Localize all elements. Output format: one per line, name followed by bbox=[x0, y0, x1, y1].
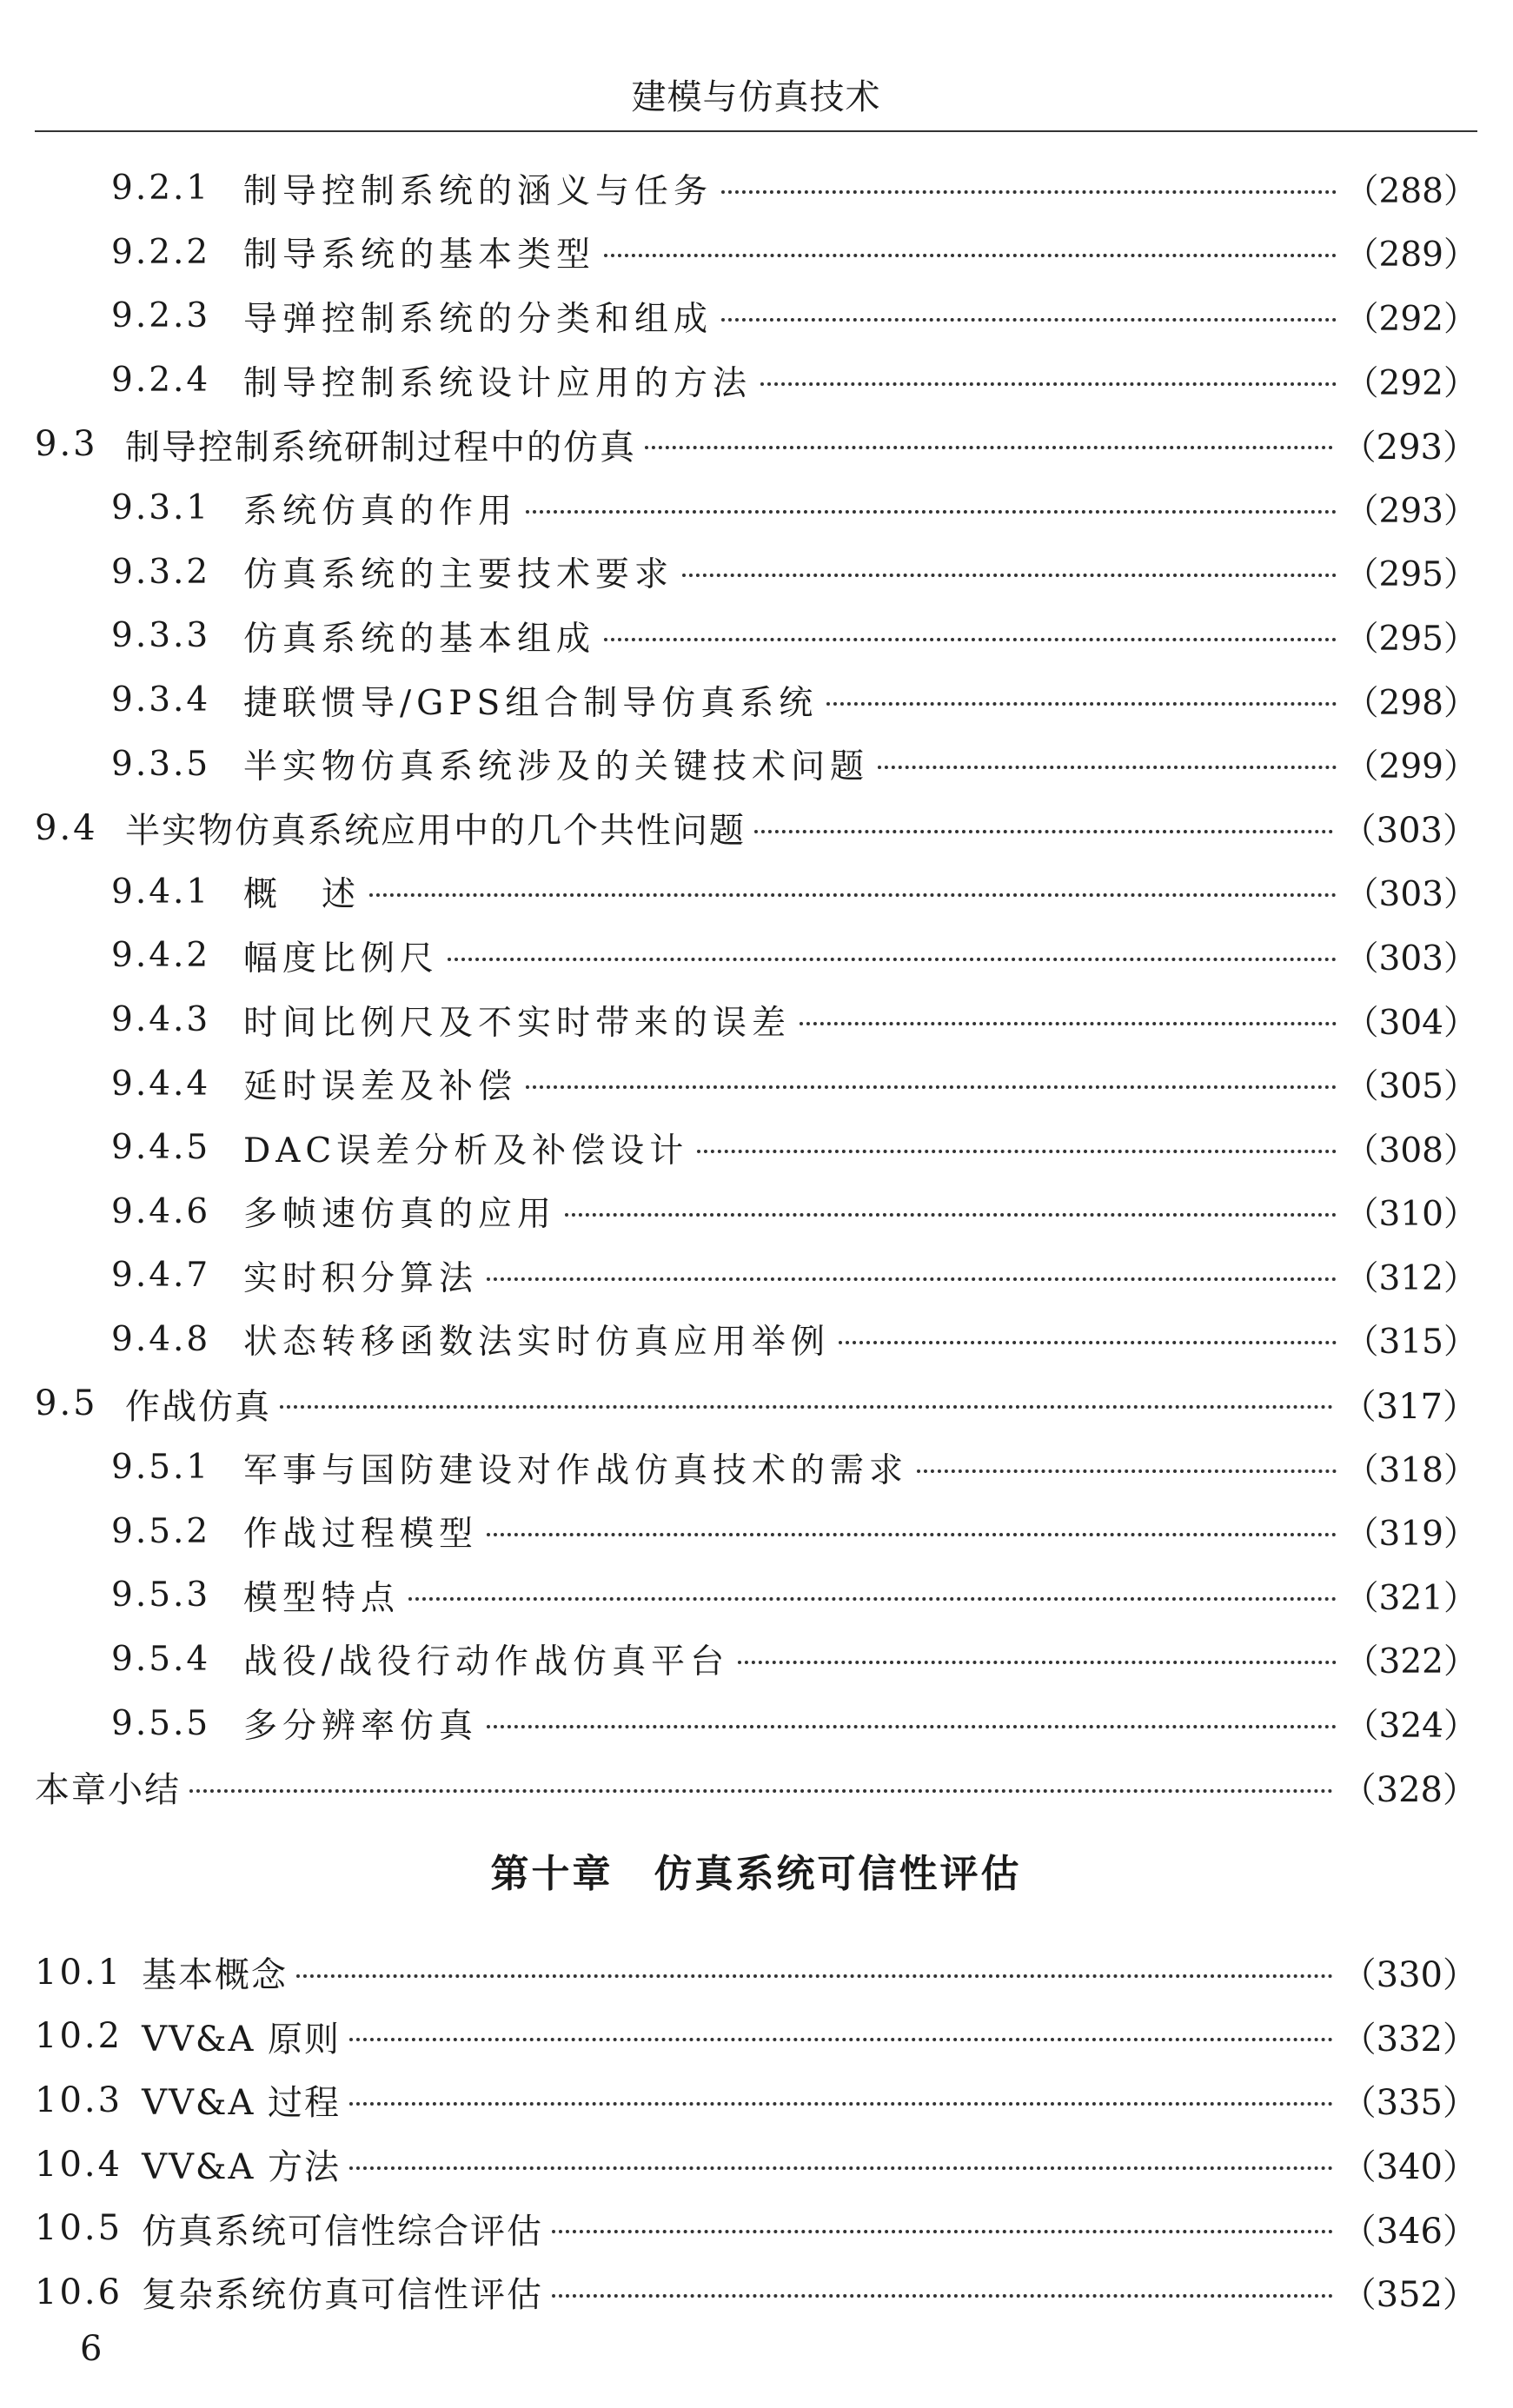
toc-entry[interactable] bbox=[35, 1563, 1477, 1628]
dot-leader bbox=[738, 1661, 1336, 1664]
section-title: 半实物仿真系统涉及的关键技术问题 bbox=[243, 747, 870, 787]
toc-entry[interactable] bbox=[35, 1051, 1477, 1116]
toc-entry[interactable] bbox=[35, 1436, 1477, 1500]
dot-leader bbox=[296, 1974, 1333, 1978]
section-number: 10.5 bbox=[35, 2208, 123, 2249]
toc-entry[interactable] bbox=[35, 2260, 1477, 2325]
section-number: 9.3.1 bbox=[111, 488, 211, 528]
section-number: 9.5.1 bbox=[111, 1448, 211, 1488]
dot-leader bbox=[826, 702, 1336, 706]
section-title: 军事与国防建设对作战仿真技术的需求 bbox=[243, 1450, 909, 1490]
page-reference: （310） bbox=[1344, 1195, 1477, 1235]
dot-leader bbox=[760, 382, 1337, 386]
section-number: 10.4 bbox=[35, 2144, 123, 2185]
dot-leader bbox=[645, 446, 1333, 449]
page-reference: （292） bbox=[1344, 299, 1477, 339]
dot-leader bbox=[526, 1085, 1337, 1089]
section-title: 作战过程模型 bbox=[243, 1515, 479, 1555]
toc-entry[interactable] bbox=[35, 1371, 1477, 1436]
dot-leader bbox=[697, 1150, 1336, 1153]
section-number: 9.4.8 bbox=[111, 1319, 211, 1359]
dot-leader bbox=[754, 830, 1333, 833]
dot-leader bbox=[604, 638, 1337, 641]
page-reference: （312） bbox=[1344, 1258, 1477, 1298]
page-reference: （322） bbox=[1344, 1642, 1477, 1682]
section-number: 9.2.3 bbox=[111, 296, 211, 336]
section-number: 9.3 bbox=[35, 424, 98, 465]
section-title: 实时积分算法 bbox=[243, 1258, 479, 1298]
toc-entry[interactable] bbox=[35, 1628, 1477, 1692]
section-number: 9.4.2 bbox=[111, 936, 211, 976]
page-reference: （295） bbox=[1344, 619, 1477, 659]
section-title: 捷联惯导/GPS组合制导仿真系统 bbox=[243, 683, 819, 723]
toc-entry[interactable] bbox=[35, 924, 1477, 988]
section-title: VV&A 方法 bbox=[142, 2147, 342, 2188]
section-number: 9.2.4 bbox=[111, 361, 211, 401]
section-title: 制导控制系统设计应用的方法 bbox=[243, 363, 753, 403]
page-reference: （293） bbox=[1344, 491, 1477, 531]
page-reference: （303） bbox=[1344, 939, 1477, 978]
toc-entry[interactable] bbox=[35, 860, 1477, 925]
dot-leader bbox=[552, 2230, 1333, 2233]
page-reference: （298） bbox=[1344, 683, 1477, 723]
section-title: 系统仿真的作用 bbox=[243, 491, 518, 531]
section-number: 9.3.3 bbox=[111, 616, 211, 656]
section-number: 10.3 bbox=[35, 2080, 123, 2120]
section-title: 延时误差及补偿 bbox=[243, 1067, 518, 1107]
dot-leader bbox=[526, 510, 1337, 514]
section-number: 9.4.5 bbox=[111, 1128, 211, 1168]
page-reference: （324） bbox=[1344, 1707, 1477, 1747]
page-reference: （317） bbox=[1341, 1386, 1477, 1427]
page-reference: （318） bbox=[1344, 1450, 1477, 1490]
dot-leader bbox=[487, 1725, 1337, 1728]
book-title: 建模与仿真技术 bbox=[631, 77, 881, 117]
page-reference: （288） bbox=[1344, 171, 1477, 211]
running-header bbox=[35, 61, 1477, 132]
section-title: 多分辨率仿真 bbox=[243, 1707, 479, 1747]
dot-leader bbox=[349, 2166, 1333, 2170]
dot-leader bbox=[280, 1405, 1333, 1409]
section-title: 模型特点 bbox=[243, 1578, 401, 1618]
page-reference: （346） bbox=[1341, 2211, 1477, 2252]
section-number: 10.1 bbox=[35, 1952, 123, 1993]
toc-entry[interactable] bbox=[35, 2005, 1477, 2069]
section-number: 9.3.5 bbox=[111, 744, 211, 784]
section-title: 半实物仿真系统应用中的几个共性问题 bbox=[125, 811, 746, 852]
dot-leader bbox=[917, 1469, 1337, 1473]
page-reference: （335） bbox=[1341, 2083, 1477, 2124]
section-number: 9.2.1 bbox=[111, 169, 211, 209]
page-reference: （315） bbox=[1344, 1323, 1477, 1363]
toc-entry[interactable] bbox=[35, 1180, 1477, 1244]
section-number: 9.4.4 bbox=[111, 1064, 211, 1104]
dot-leader bbox=[369, 893, 1337, 897]
section-number: 9.4.7 bbox=[111, 1256, 211, 1296]
dot-leader bbox=[487, 1533, 1337, 1536]
page-reference: （332） bbox=[1341, 2019, 1477, 2060]
dot-leader bbox=[878, 766, 1337, 769]
section-title: 时间比例尺及不实时带来的误差 bbox=[243, 1003, 792, 1043]
section-title: 本章小结 bbox=[35, 1770, 181, 1811]
toc-entry[interactable] bbox=[35, 156, 1477, 221]
section-number: 10.2 bbox=[35, 2016, 123, 2057]
page-reference: （305） bbox=[1344, 1067, 1477, 1107]
table-of-contents bbox=[35, 156, 1477, 1819]
dot-leader bbox=[565, 1213, 1337, 1217]
section-title: 制导控制系统的涵义与任务 bbox=[243, 171, 713, 211]
dot-leader bbox=[721, 318, 1337, 322]
toc-entry[interactable] bbox=[35, 221, 1477, 285]
section-number: 9.4.6 bbox=[111, 1191, 211, 1231]
section-title: VV&A 原则 bbox=[142, 2019, 342, 2060]
section-title: 导弹控制系统的分类和组成 bbox=[243, 299, 713, 339]
toc-entry[interactable] bbox=[35, 541, 1477, 605]
section-title: VV&A 过程 bbox=[142, 2083, 342, 2124]
toc-entry[interactable] bbox=[35, 668, 1477, 733]
page-reference: （340） bbox=[1341, 2147, 1477, 2188]
section-title: 幅度比例尺 bbox=[243, 939, 440, 978]
page-reference: （299） bbox=[1344, 747, 1477, 787]
page-reference: （330） bbox=[1341, 1955, 1477, 1996]
page-reference: （292） bbox=[1344, 363, 1477, 403]
page-number: 6 bbox=[80, 2329, 103, 2369]
page-reference: （303） bbox=[1341, 811, 1477, 852]
dot-leader bbox=[552, 2294, 1333, 2298]
section-title: 仿真系统可信性综合评估 bbox=[142, 2211, 544, 2252]
section-title: 制导系统的基本类型 bbox=[243, 235, 596, 275]
section-title: 仿真系统的主要技术要求 bbox=[243, 555, 674, 595]
section-title: DAC误差分析及补偿设计 bbox=[243, 1131, 689, 1171]
chapter-heading: 第十章 仿真系统可信性评估 bbox=[490, 1852, 1022, 1896]
dot-leader bbox=[487, 1277, 1337, 1281]
page-reference: （308） bbox=[1344, 1131, 1477, 1171]
dot-leader bbox=[721, 190, 1337, 194]
toc-entry[interactable] bbox=[35, 796, 1477, 860]
toc-entry[interactable] bbox=[35, 1244, 1477, 1308]
chapter-10-contents bbox=[35, 1940, 1477, 2325]
section-number: 9.5.5 bbox=[111, 1703, 211, 1743]
toc-entry[interactable] bbox=[35, 2196, 1477, 2260]
page-reference: （303） bbox=[1344, 875, 1477, 915]
section-number: 9.4.3 bbox=[111, 1000, 211, 1040]
toc-entry[interactable] bbox=[35, 1116, 1477, 1180]
toc-entry[interactable] bbox=[35, 1308, 1477, 1372]
dot-leader bbox=[189, 1789, 1333, 1793]
section-number: 9.3.2 bbox=[111, 552, 211, 592]
page-reference: （289） bbox=[1344, 235, 1477, 275]
section-number: 9.4 bbox=[35, 807, 98, 848]
section-title: 作战仿真 bbox=[125, 1386, 271, 1427]
page-reference: （352） bbox=[1341, 2275, 1477, 2316]
section-number: 9.2.2 bbox=[111, 232, 211, 272]
dot-leader bbox=[800, 1022, 1337, 1025]
dot-leader bbox=[682, 574, 1337, 577]
page-reference: （321） bbox=[1344, 1578, 1477, 1618]
dot-leader bbox=[604, 254, 1337, 257]
toc-entry[interactable] bbox=[35, 1755, 1477, 1820]
dot-leader bbox=[448, 958, 1337, 961]
section-number: 9.4.1 bbox=[111, 872, 211, 912]
page-reference: （295） bbox=[1344, 555, 1477, 595]
page-reference: （293） bbox=[1341, 427, 1477, 468]
dot-leader bbox=[839, 1341, 1337, 1344]
dot-leader bbox=[408, 1597, 1337, 1601]
section-number: 10.6 bbox=[35, 2272, 123, 2312]
toc-entry[interactable] bbox=[35, 988, 1477, 1052]
toc-entry[interactable] bbox=[35, 284, 1477, 348]
section-title: 战役/战役行动作战仿真平台 bbox=[243, 1642, 730, 1682]
page-reference: （304） bbox=[1344, 1003, 1477, 1043]
section-number: 9.5.3 bbox=[111, 1575, 211, 1615]
toc-entry[interactable] bbox=[35, 604, 1477, 668]
section-title: 多帧速仿真的应用 bbox=[243, 1195, 557, 1235]
toc-entry[interactable] bbox=[35, 2133, 1477, 2197]
toc-entry[interactable] bbox=[35, 1691, 1477, 1755]
toc-entry[interactable] bbox=[35, 2068, 1477, 2133]
section-title: 仿真系统的基本组成 bbox=[243, 619, 596, 659]
section-title: 复杂系统仿真可信性评估 bbox=[142, 2275, 544, 2316]
section-number: 9.3.4 bbox=[111, 680, 211, 720]
page-reference: （319） bbox=[1344, 1515, 1477, 1555]
toc-entry[interactable] bbox=[35, 348, 1477, 413]
dot-leader bbox=[349, 2038, 1333, 2041]
section-title: 概 述 bbox=[243, 875, 362, 915]
toc-entry[interactable] bbox=[35, 1940, 1477, 2005]
section-title: 制导控制系统研制过程中的仿真 bbox=[125, 427, 636, 468]
dot-leader bbox=[349, 2102, 1333, 2106]
toc-entry[interactable] bbox=[35, 412, 1477, 476]
section-title: 基本概念 bbox=[142, 1955, 289, 1996]
section-number: 9.5.2 bbox=[111, 1511, 211, 1551]
section-number: 9.5 bbox=[35, 1383, 98, 1424]
section-title: 状态转移函数法实时仿真应用举例 bbox=[243, 1323, 831, 1363]
toc-entry[interactable] bbox=[35, 476, 1477, 541]
section-number: 9.5.4 bbox=[111, 1639, 211, 1679]
page-reference: （328） bbox=[1341, 1770, 1477, 1811]
toc-entry[interactable] bbox=[35, 732, 1477, 796]
toc-entry[interactable] bbox=[35, 1499, 1477, 1563]
